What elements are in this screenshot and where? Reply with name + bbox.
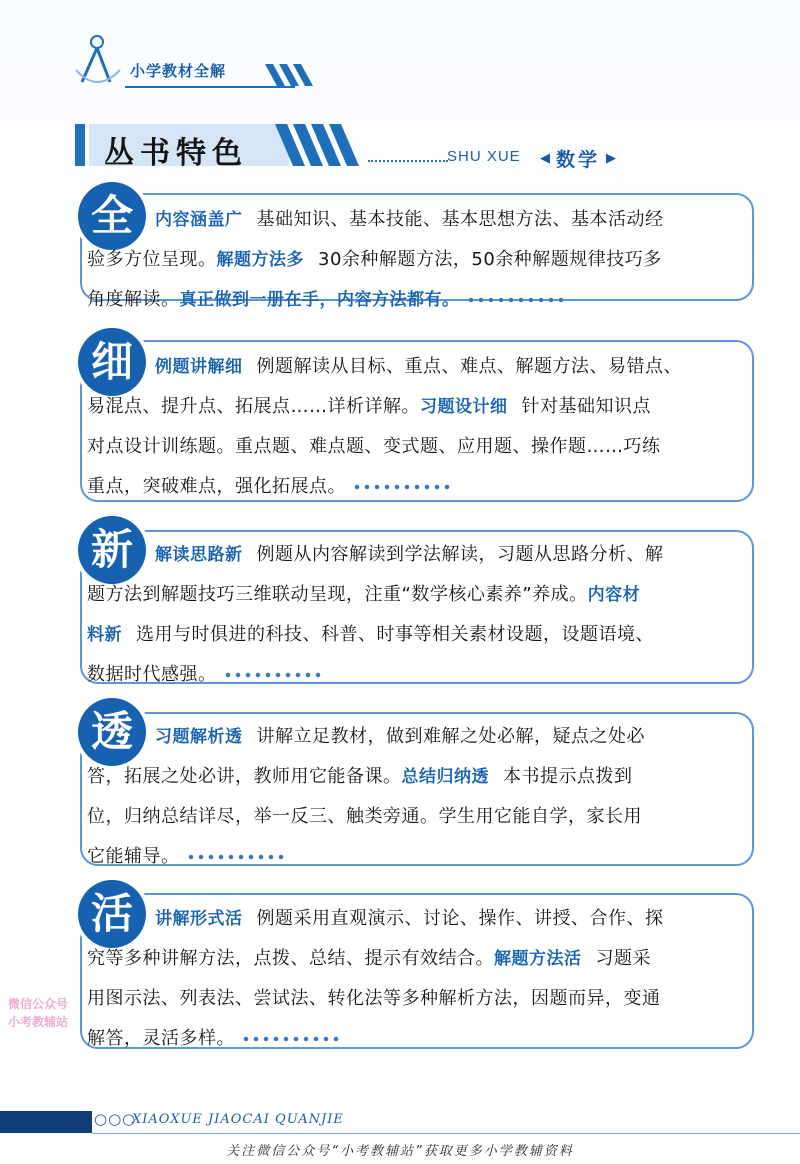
feature-description: 30余种解题方法，50余种解题规律技巧多 xyxy=(318,249,662,270)
text-line xyxy=(87,240,752,280)
feature-keyword: 讲解形式活 xyxy=(155,909,243,929)
text-line xyxy=(87,347,752,387)
trailing-dots xyxy=(223,672,323,678)
feature-text xyxy=(87,535,752,695)
footer-pinyin: XIAOXUE JIAOCAI QUANJIE xyxy=(132,1112,344,1127)
feature-keyword: 料新 xyxy=(87,625,122,645)
watermark xyxy=(8,995,100,1031)
section-title: 丛书特色 xyxy=(104,136,248,171)
feature-description: 究等多种讲解方法，点拨、总结、提示有效结合。 xyxy=(87,948,494,969)
feature-keyword: 习题解析透 xyxy=(155,727,243,747)
feature-description: 题方法到解题技巧三维联动呈现，注重“数学核心素养”养成。 xyxy=(87,584,588,605)
header-stripes xyxy=(245,62,315,88)
text-line xyxy=(87,535,752,575)
feature-description: 对点设计训练题。重点题、难点题、变式题、应用题、操作题……巧练 xyxy=(87,436,661,457)
feature-text xyxy=(87,200,752,320)
book-title: 小学教材全解 xyxy=(130,62,227,80)
text-line xyxy=(87,387,752,427)
feature-keyword: 内容涵盖广 xyxy=(155,210,243,230)
text-line xyxy=(87,575,752,615)
feature-description: 针对基础知识点 xyxy=(521,396,651,417)
feature-description: 例题采用直观演示、讨论、操作、讲授、合作、探 xyxy=(256,908,664,929)
feature-description: 习题采 xyxy=(595,948,651,969)
text-line xyxy=(87,939,752,979)
text-line xyxy=(87,717,752,757)
badge-char: 新 xyxy=(90,525,133,574)
feature-description: 本书提示点拨到 xyxy=(503,766,633,787)
text-line xyxy=(87,757,752,797)
title-dotted-line xyxy=(368,160,448,162)
header-decoration xyxy=(0,30,800,90)
feature-description: 角度解读。 xyxy=(87,289,180,310)
badge-char: 透 xyxy=(90,707,133,756)
subject-label xyxy=(540,145,616,171)
text-line xyxy=(87,615,752,655)
feature-keyword: 例题讲解细 xyxy=(155,357,243,377)
feature-description: 位，归纳总结详尽，举一反三、触类旁通。学生用它能自学，家长用 xyxy=(87,806,642,827)
text-line xyxy=(87,427,752,467)
feature-description: 讲解立足教材，做到难解之处必解，疑点之处必 xyxy=(256,726,645,747)
watermark-line: 微信公众号 xyxy=(8,997,69,1011)
right-chevron-icon: ▶ xyxy=(606,150,617,166)
text-line xyxy=(87,979,752,1019)
text-line xyxy=(87,1019,752,1059)
trailing-dots xyxy=(352,484,452,490)
feature-keyword: 解题方法多 xyxy=(216,250,304,270)
feature-keyword: 习题设计细 xyxy=(420,397,508,417)
badge-char: 细 xyxy=(90,337,133,386)
feature-keyword: 内容材 xyxy=(587,585,641,605)
feature-description: 重点，突破难点，强化拓展点。 xyxy=(87,476,346,497)
watermark-line: 小考教辅站 xyxy=(8,1015,69,1029)
trailing-dots xyxy=(186,854,286,860)
feature-keyword: 解题方法活 xyxy=(494,949,582,969)
trailing-dots xyxy=(241,1036,341,1042)
compass-icon xyxy=(76,36,120,82)
feature-keyword: 解读思路新 xyxy=(155,545,243,565)
badge-char: 活 xyxy=(90,889,133,938)
feature-description: 答，拓展之处必讲，教师用它能备课。 xyxy=(87,766,402,787)
feature-keyword: 真正做到一册在手，内容方法都有。 xyxy=(179,290,460,310)
text-line xyxy=(87,899,752,939)
text-line xyxy=(87,467,752,507)
feature-description: 验多方位呈现。 xyxy=(87,249,217,270)
feature-description: 解答，灵活多样。 xyxy=(87,1028,235,1049)
text-line xyxy=(87,797,752,837)
badge-char: 全 xyxy=(90,191,133,240)
feature-description: 选用与时俱进的科技、科普、时事等相关素材设题，设题语境、 xyxy=(136,624,654,645)
text-line xyxy=(87,837,752,877)
left-chevron-icon: ◀ xyxy=(540,150,550,166)
feature-description: 数据时代感强。 xyxy=(87,664,217,685)
subject-name: 数学 xyxy=(556,148,601,171)
text-line xyxy=(87,280,752,320)
feature-description: 例题从内容解读到学法解读，习题从思路分析、解 xyxy=(256,544,664,565)
feature-text xyxy=(87,717,752,877)
feature-keyword: 总结归纳透 xyxy=(401,767,489,787)
footer-rule xyxy=(92,1133,800,1134)
feature-text xyxy=(87,347,752,507)
feature-description: 易混点、提升点、拓展点……详析详解。 xyxy=(87,396,420,417)
footnote: 关注微信公众号“小考教辅站”获取更多小学教辅资料 xyxy=(226,1144,574,1159)
trailing-dots xyxy=(466,297,566,303)
feature-description: 基础知识、基本技能、基本思想方法、基本活动经 xyxy=(256,209,664,230)
footer-bar xyxy=(0,1111,92,1133)
feature-description: 例题解读从目标、重点、难点、解题方法、易错点、 xyxy=(256,356,682,377)
text-line xyxy=(87,655,752,695)
feature-description: 用图示法、列表法、尝试法、转化法等多种解析方法，因题而异，变通 xyxy=(87,988,661,1009)
footer-circles-icon: ○○○ xyxy=(94,1110,137,1128)
feature-description: 它能辅导。 xyxy=(87,846,180,867)
feature-text xyxy=(87,899,752,1059)
text-line xyxy=(87,200,752,240)
subject-pinyin: SHU XUE xyxy=(447,148,521,165)
